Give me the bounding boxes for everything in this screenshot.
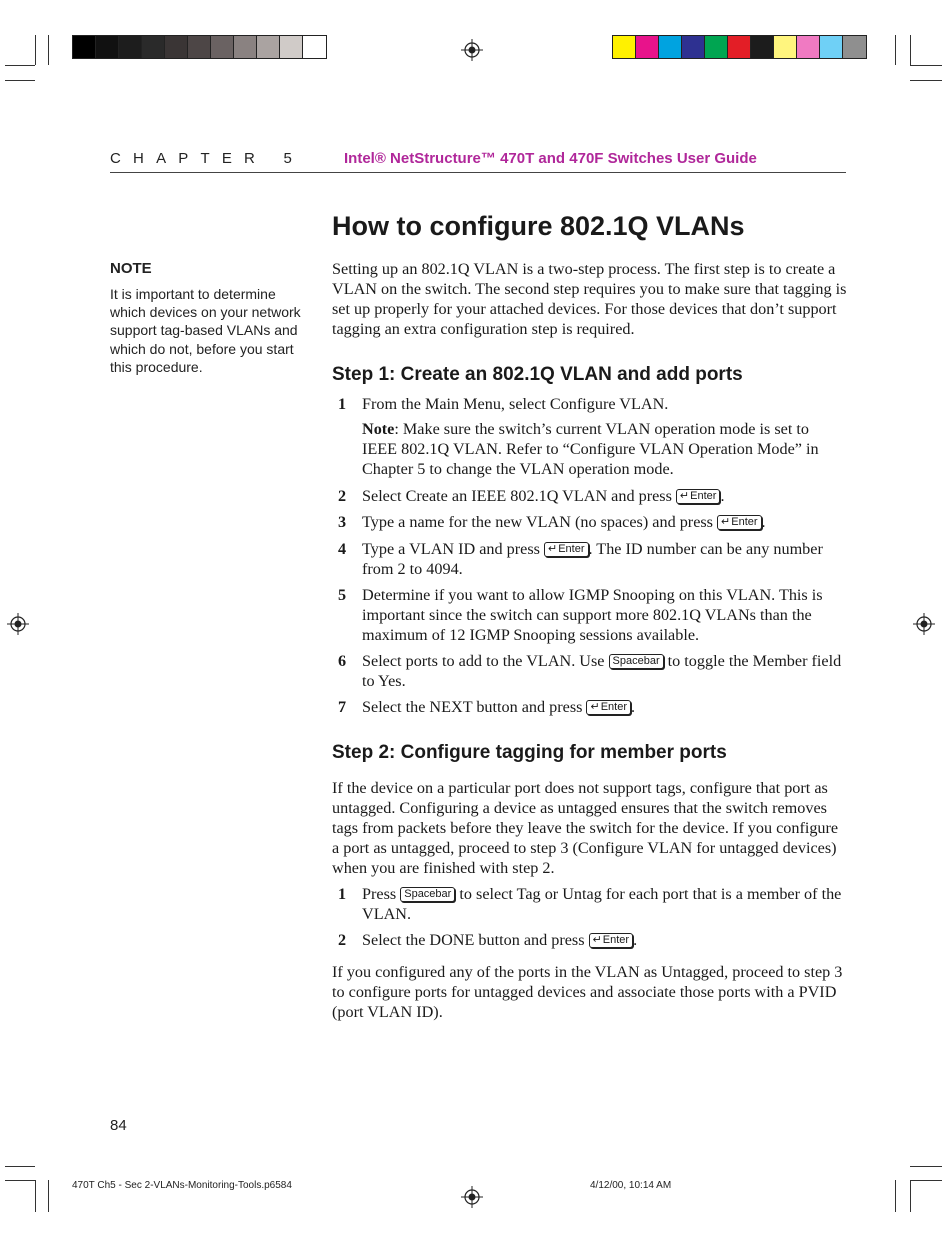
return-arrow-icon: ↵ — [679, 490, 690, 502]
color-swatch — [165, 36, 188, 58]
step-text: Select Create an IEEE 802.1Q VLAN and press — [362, 487, 676, 505]
list-item — [332, 486, 848, 506]
enter-key — [589, 933, 634, 948]
color-swatch — [636, 36, 659, 58]
spacebar-key — [609, 654, 664, 669]
color-swatch — [659, 36, 682, 58]
step-number: 2 — [338, 931, 347, 949]
list-item — [332, 651, 848, 691]
note-lead: Note — [362, 420, 395, 438]
color-swatch — [257, 36, 280, 58]
color-swatch — [119, 36, 142, 58]
step-number: 7 — [338, 698, 347, 716]
registration-target-icon — [7, 613, 29, 635]
step-text: . — [631, 698, 636, 716]
step-number: 1 — [338, 885, 347, 903]
step-number: 6 — [338, 652, 347, 670]
step-text: Type a VLAN ID and press — [362, 540, 544, 558]
step2-intro: If the device on a particular port does not support tags, configure that port as untagged. Configuring a device as untagged ensures that the switch removes tags from packets before they leave the switch for the device. If you configure a port as untagged, proceed to step 3 (Configure VLAN for untagged devices) when you are finished with step 2. — [332, 779, 839, 878]
return-arrow-icon: ↵ — [590, 701, 600, 713]
step-text: . — [633, 931, 638, 949]
registration-target-icon — [461, 39, 483, 61]
running-header — [110, 150, 846, 173]
return-arrow-icon: ↵ — [592, 934, 602, 946]
list-item — [332, 884, 848, 924]
step-text: Select ports to add to the VLAN. Use — [362, 652, 609, 670]
step-number: 1 — [338, 395, 347, 413]
step-text: . — [761, 513, 766, 531]
color-swatch — [705, 36, 728, 58]
color-swatch — [73, 36, 96, 58]
enter-key — [717, 515, 762, 530]
step2-outro: If you configured any of the ports in the VLAN as Untagged, proceed to step 3 to configure ports for untagged devices and associate those ports with a PVID (port VLAN ID). — [332, 963, 843, 1022]
step-number: 2 — [338, 487, 347, 505]
color-swatch — [188, 36, 211, 58]
registration-target-icon — [461, 1186, 483, 1208]
color-swatch — [774, 36, 797, 58]
process-color-bar — [612, 35, 867, 59]
key-label: Spacebar — [612, 655, 660, 667]
key-label: Enter — [602, 934, 630, 946]
step-number: 3 — [338, 513, 347, 531]
color-swatch — [843, 36, 866, 58]
step-text: Press — [362, 885, 401, 903]
chapter-label: CHAPTER 5 — [110, 150, 304, 167]
color-swatch — [820, 36, 843, 58]
key-label: Enter — [731, 516, 758, 528]
color-swatch — [613, 36, 636, 58]
step-number: 4 — [338, 540, 347, 558]
return-arrow-icon: ↵ — [547, 543, 558, 555]
color-swatch — [280, 36, 303, 58]
list-item-note — [332, 419, 848, 479]
step-text: Select the DONE button and press — [362, 931, 589, 949]
step1-heading: Step 1: Create an 802.1Q VLAN and add ports — [332, 364, 743, 385]
slug-date: 4/12/00, 10:14 AM — [590, 1180, 672, 1191]
color-swatch — [303, 36, 326, 58]
step-text: . — [720, 487, 725, 505]
color-swatch — [728, 36, 751, 58]
list-item — [332, 512, 848, 532]
key-label: Spacebar — [404, 888, 452, 900]
note-text: : Make sure the switch’s current VLAN operation mode is set to IEEE 802.1Q VLAN. Refer to “Configure VLAN Operation Mode” in Chapter 5 to change the VLAN operation mode. — [362, 420, 819, 479]
key-label: Enter — [558, 543, 585, 555]
list-item — [332, 697, 848, 717]
list-item — [332, 930, 848, 950]
enter-key — [544, 542, 589, 557]
registration-target-icon — [913, 613, 935, 635]
page-title: How to configure 802.1Q VLANs — [332, 211, 745, 241]
guide-title: Intel® NetStructure™ 470T and 470F Switches User Guide — [344, 150, 757, 167]
sidebar-note-body: It is important to determine which devices on your network support tag-based VLANs and which do not, before you start this procedure. — [110, 286, 301, 375]
color-swatch — [682, 36, 705, 58]
step2-heading: Step 2: Configure tagging for member ports — [332, 742, 727, 763]
list-item — [332, 539, 848, 579]
key-label: Enter — [600, 701, 627, 713]
enter-key — [586, 700, 631, 715]
step-text: Select the NEXT button and press — [362, 698, 587, 716]
page-number: 84 — [110, 1117, 127, 1134]
step-text: to toggle the Member field to Yes. — [362, 652, 842, 691]
color-swatch — [234, 36, 257, 58]
step-text: to select Tag or Untag for each port that is a member of the VLAN. — [362, 885, 842, 924]
step-text: From the Main Menu, select Configure VLAN. — [362, 395, 669, 413]
enter-key — [676, 489, 721, 504]
slug-filename: 470T Ch5 - Sec 2-VLANs-Monitoring-Tools.p6584 — [72, 1180, 292, 1191]
list-item — [332, 394, 848, 414]
spacebar-key — [400, 887, 455, 902]
color-swatch — [797, 36, 820, 58]
key-label: Enter — [690, 490, 717, 502]
color-swatch — [96, 36, 119, 58]
color-swatch — [142, 36, 165, 58]
sidebar-note-title: NOTE — [110, 260, 152, 277]
list-item — [332, 585, 848, 645]
step-text: Determine if you want to allow IGMP Snooping on this VLAN. This is important since the switch can support more 802.1Q VLANs than the maximum of 12 IGMP Snooping sessions available. — [362, 586, 823, 645]
color-swatch — [211, 36, 234, 58]
intro-paragraph: Setting up an 802.1Q VLAN is a two-step process. The first step is to create a VLAN on the switch. The second step requires you to make sure that tagging is set up properly for your attached devices. For those devices that don’t support tagging an extra configuration step is required. — [332, 260, 847, 339]
color-swatch — [751, 36, 774, 58]
grayscale-color-bar — [72, 35, 327, 59]
step-text: . The ID number can be any number from 2 to 4094. — [362, 540, 823, 579]
return-arrow-icon: ↵ — [721, 516, 731, 528]
step-text: Type a name for the new VLAN (no spaces) and press — [362, 513, 718, 531]
step-number: 5 — [338, 586, 347, 604]
